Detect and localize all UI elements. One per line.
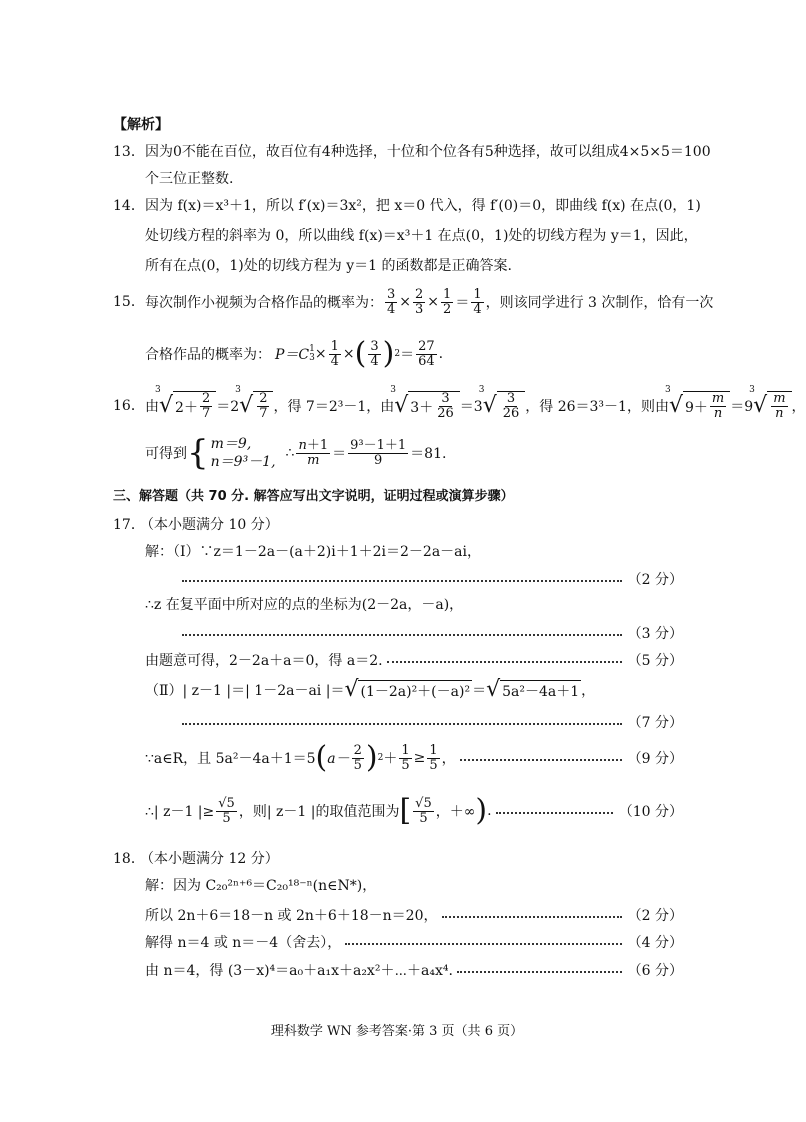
q13-line1: 因为0不能在百位，故百位有4种选择，十位和个位各有5种选择，故可以组成4×5×5＝100 xyxy=(145,144,711,160)
q17-line1: 解：（Ⅰ）∵z＝1－2a－(a＋2)i＋1＋2i＝2－2a－ai， xyxy=(145,544,481,560)
q17-l4-e: ， xyxy=(581,683,596,699)
q17-l4-c: ＝ xyxy=(472,683,487,699)
q17-score-1: （2 分） xyxy=(627,572,683,588)
q17-l5-a: ∵a∈R，且 5a²－4a＋1＝5 xyxy=(145,751,316,767)
q17-l5-b: a－ xyxy=(327,751,350,767)
page-footer: 理科数学 WN 参考答案·第 3 页（共 6 页） xyxy=(270,1024,524,1039)
dotted-leader xyxy=(182,723,622,725)
cube-root: 3 √ 9＋ $\frac{m}{n}$ xyxy=(669,391,730,421)
fraction: $\frac{3}{4}$ xyxy=(387,286,396,317)
q17-score-row-4 xyxy=(178,712,683,732)
fraction: $\frac{1}{2}$ xyxy=(443,286,452,317)
q18-line3-row xyxy=(145,932,683,952)
fraction: $\frac{27}{64}$ xyxy=(418,338,435,369)
fraction: $\frac{\text{9³－1＋1}}{9}$ xyxy=(350,437,407,468)
q18-score-2: （2 分） xyxy=(627,908,683,924)
q15-formula-p: P＝C xyxy=(275,347,310,363)
dotted-leader xyxy=(457,971,622,973)
q16-case2: n＝9³－1, xyxy=(210,454,276,470)
q17-score-4: （7 分） xyxy=(627,715,683,731)
q17-l4-a: （Ⅱ）| z－1 |＝| 1－2a－ai |＝ xyxy=(145,683,345,699)
q16-result: ＝81. xyxy=(410,446,447,462)
fraction: $\frac{1}{4}$ xyxy=(473,286,482,317)
cube-root: 3 √ 2＋ $\frac{2}{7}$ xyxy=(159,391,216,421)
q17-line2: ∴z 在复平面中所对应的点的坐标为(2－2a，－a)， xyxy=(145,597,464,613)
q17-l6-a: ∴| z－1 |≥ xyxy=(145,804,215,820)
q14-line1: 因为 f(x)＝x³＋1，所以 f′(x)＝3x²，把 x＝0 代入，得 f′(0)＝0，即曲线 f(x) 在点(0，1) xyxy=(145,198,701,214)
section-label: 【解析】 xyxy=(113,117,169,133)
fraction: $\frac{√5}{5}$ xyxy=(415,795,432,826)
q17-score-row-1 xyxy=(178,569,683,589)
q18-line1: 解：因为 C₂₀²ⁿ⁺⁶＝C₂₀¹⁸⁻ⁿ(n∈N*)， xyxy=(145,878,377,894)
part3-heading: 三、解答题（共 70 分. 解答应写出文字说明，证明过程或演算步骤） xyxy=(113,489,514,504)
q14-line3: 所有在点(0，1)处的切线方程为 y＝1 的函数都是正确答案. xyxy=(145,258,512,274)
q17-l6-d: . xyxy=(487,803,492,819)
q16-case1: m＝9, xyxy=(210,436,252,452)
q17-header: （本小题满分 10 分） xyxy=(140,517,279,533)
q17-score-6: （10 分） xyxy=(618,804,683,820)
q17-number: 17． xyxy=(113,517,145,533)
q14-line2: 处切线方程的斜率为 0，所以曲线 f(x)＝x³＋1 在点(0，1)处的切线方程为 y＝1，因此， xyxy=(145,228,698,244)
q18-score-4: （6 分） xyxy=(627,963,683,979)
q17-l6-c: ，＋∞ xyxy=(435,804,476,820)
q18-number: 18． xyxy=(113,851,145,867)
cube-root: 3 √ 3＋ $\frac{3}{26}$ xyxy=(394,391,460,421)
q18-line4: 由 n＝4，得 (3－x)⁴＝a₀＋a₁x＋a₂x²＋⋯＋a₄x⁴. xyxy=(145,963,453,979)
q18-header: （本小题满分 12 分） xyxy=(140,851,279,867)
q15-line2: 合格作品的概率为： P＝C 1 3 × $\frac{1}{4}$ × ( $\frac{3}{4}$ ) 2 ＝ $\frac{27}{64}$ . xyxy=(145,336,444,371)
square-root: √ 5a²－4a＋1 xyxy=(486,677,580,702)
dotted-leader xyxy=(460,759,622,761)
q16-text-e: 可得到 xyxy=(145,446,187,462)
case-brace: { m＝9, n＝9³－1, xyxy=(187,433,276,473)
q15-text-b: ，则该同学进行 3 次制作，恰有一次 xyxy=(485,295,714,311)
q17-score-5: （9 分） xyxy=(627,751,683,767)
q16-text-a: 由 xyxy=(145,399,159,415)
q17-l4-d: 5a²－4a＋1 xyxy=(500,680,581,701)
q17-l5-c: ＋ xyxy=(383,751,398,767)
q18-line3: 解得 n＝4 或 n＝－4（舍去）， xyxy=(145,935,342,951)
q18-score-3: （4 分） xyxy=(627,935,683,951)
q13-line2: 个三位正整数. xyxy=(145,171,234,187)
fraction: $\frac{1}{5}$ xyxy=(401,742,410,773)
q16-line1: 由 3 √ 2＋ $\frac{2}{7}$ ＝2 3 √ $\frac{2}{7}$ ，得 7＝2³－1，由 3 √ 3＋ $\frac{3}{26}$ ＝3 3 √ $\frac{3}{26}$ ，得 26＝3³－1，则由 3 √ 9＋ $\frac{m}{n}$ ＝9 3 √ $\frac{m}{n}$ ， xyxy=(145,385,806,421)
q17-line6: ∴| z－1 |≥ $\frac{√5}{5}$ ，则| z－1 |的取值范围为 [ $\frac{√5}{5}$ ，＋∞ ) . （10 分） xyxy=(145,793,683,828)
q18-line2-row xyxy=(145,905,683,925)
q17-line3: 由题意可得，2－2a＋a＝0，得 a＝2. xyxy=(145,653,383,669)
q18-line4-row xyxy=(145,960,683,980)
q14-number: 14． xyxy=(113,198,145,214)
dotted-leader xyxy=(387,661,622,663)
fraction: $\frac{1}{4}$ xyxy=(330,338,339,369)
dotted-leader xyxy=(345,943,621,945)
fraction: $\frac{1}{5}$ xyxy=(429,742,438,773)
dotted-leader xyxy=(496,812,613,814)
q16-text-d: ， xyxy=(791,399,806,415)
q17-line3-row xyxy=(145,650,683,670)
q15-text-d: . xyxy=(438,346,444,362)
q17-score-row-2 xyxy=(178,623,683,643)
fraction: $\frac{2}{5}$ xyxy=(353,742,362,773)
q17-l5-d: ≥ xyxy=(413,750,426,766)
q17-line4 xyxy=(145,676,595,704)
fraction: $\frac{n+1}{m}$ xyxy=(298,437,329,468)
q17-l5-e: ， xyxy=(441,751,456,767)
q17-line5: ∵a∈R，且 5a²－4a＋1＝5 ( a－ $\frac{2}{5}$ ) 2 ＋ $\frac{1}{5}$ ≥ $\frac{1}{5}$ ， （9 分） xyxy=(145,740,683,775)
dotted-leader xyxy=(182,634,622,636)
q13-number: 13． xyxy=(113,144,145,160)
q16-text-b: ，得 7＝2³－1，由 xyxy=(273,399,395,415)
dotted-leader xyxy=(442,916,622,918)
square-root: √ (1－2a)²＋(－a)² xyxy=(344,677,471,702)
q17-l6-b: ，则| z－1 |的取值范围为 xyxy=(238,804,400,820)
q15-text-c: 合格作品的概率为： xyxy=(145,347,271,363)
dotted-leader xyxy=(182,580,622,582)
q15-number: 15． xyxy=(113,294,145,310)
q15-line1: 每次制作小视频为合格作品的概率为： $\frac{3}{4}$ × $\frac{2}{3}$ × $\frac{1}{2}$ ＝ $\frac{1}{4}$ ，则该同学进行 3 次制作，恰有一次 xyxy=(145,286,714,317)
q16-number: 16． xyxy=(113,398,145,414)
q17-score-3: （5 分） xyxy=(627,653,683,669)
fraction: $\frac{2}{3}$ xyxy=(415,286,424,317)
q16-line2: 可得到 { m＝9, n＝9³－1, ∴ $\frac{n+1}{m}$ ＝ $\frac{\text{9³－1＋1}}{9}$ ＝81. xyxy=(145,433,447,473)
q18-line2: 所以 2n＋6＝18－n 或 2n＋6＋18－n＝20， xyxy=(145,908,438,924)
fraction: $\frac{√5}{5}$ xyxy=(218,795,235,826)
q16-text-c: ，得 26＝3³－1，则由 xyxy=(525,399,669,415)
q17-score-2: （3 分） xyxy=(627,626,683,642)
q17-l4-b: (1－2a)²＋(－a)² xyxy=(358,680,472,701)
q15-text-a: 每次制作小视频为合格作品的概率为： xyxy=(145,295,383,311)
